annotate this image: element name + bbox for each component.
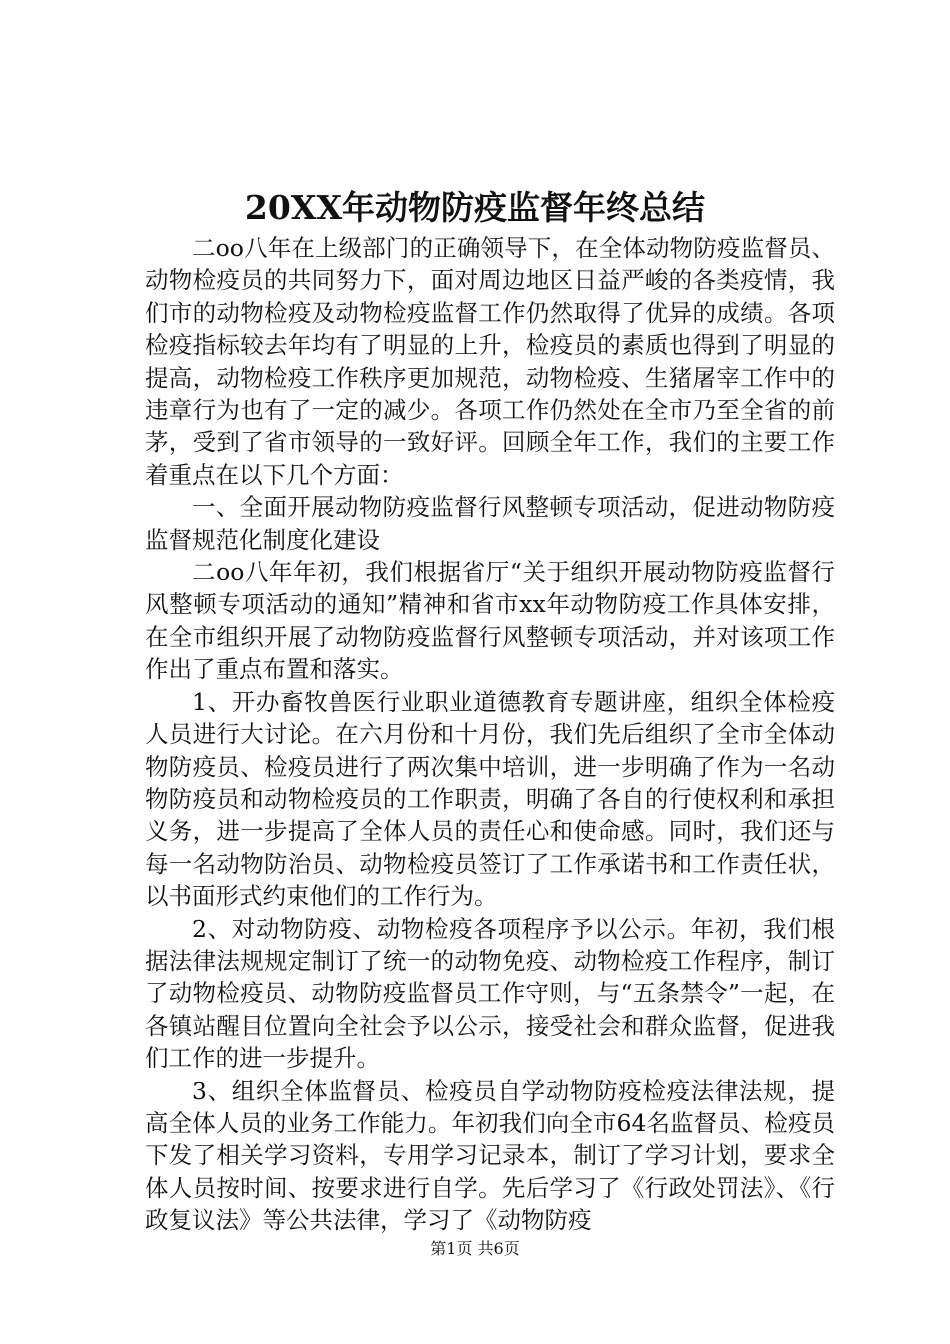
paragraph-item-1: 1、开办畜牧兽医行业职业道德教育专题讲座，组织全体检疫人员进行大讨论。在六月份和十月份，我们先后组织了全市全体动物防疫员、检疫员进行了两次集中培训，进一步明确了作为一名动物防疫员和动物检疫员的工作职责，明确了各自的行使权利和承担义务，进一步提高了全体人员的责任心和使命感。同时，我们还与每一名动物防治员、动物检疫员签订了工作承诺书和工作责任状，以书面形式约束他们的工作行为。: [145, 687, 835, 911]
document-body: [145, 232, 835, 1237]
page-number-footer: 第1页 共6页: [430, 1239, 520, 1258]
paragraph-section-heading-1: 一、全面开展动物防疫监督行风整顿专项活动，促进动物防疫监督规范化制度化建设: [145, 493, 835, 554]
paragraph-intro: 二oo八年在上级部门的正确领导下，在全体动物防疫监督员、动物检疫员的共同努力下，面对周边地区日益严峻的各类疫情，我们市的动物检疫及动物检疫监督工作仍然取得了优异的成绩。各项检疫指标较去年均有了明显的上升，检疫员的素质也得到了明显的提高，动物检疫工作秩序更加规范，动物检疫、生猪屠宰工作中的违章行为也有了一定的减少。各项工作仍然处在全市乃至全省的前茅，受到了省市领导的一致好评。回顾全年工作，我们的主要工作着重点在以下几个方面：: [145, 234, 835, 489]
paragraph-item-3: 3、组织全体监督员、检疫员自学动物防疫检疫法律法规，提高全体人员的业务工作能力。年初我们向全市64名监督员、检疫员下发了相关学习资料，专用学习记录本，制订了学习计划，要求全体人员按时间、按要求进行自学。先后学习了《行政处罚法》、《行政复议法》等公共法律，学习了《动物防疫: [145, 1076, 835, 1235]
paragraph-item-2: 2、对动物防疫、动物检疫各项程序予以公示。年初，我们根据法律法规规定制订了统一的动物免疫、动物检疫工作程序，制订了动物检疫员、动物防疫监督员工作守则，与“五条禁令”一起，在各镇站醒目位置向全社会予以公示，接受社会和群众监督，促进我们工作的进一步提升。: [145, 914, 835, 1073]
paragraph-section-1-intro: 二oo八年年初，我们根据省厅“关于组织开展动物防疫监督行风整顿专项活动的通知”精神和省市xx年动物防疫工作具体安排，在全市组织开展了动物防疫监督行风整顿专项活动，并对该项工作作出了重点布置和落实。: [145, 558, 835, 684]
document-title: 20XX年动物防疫监督年终总结: [244, 188, 706, 227]
